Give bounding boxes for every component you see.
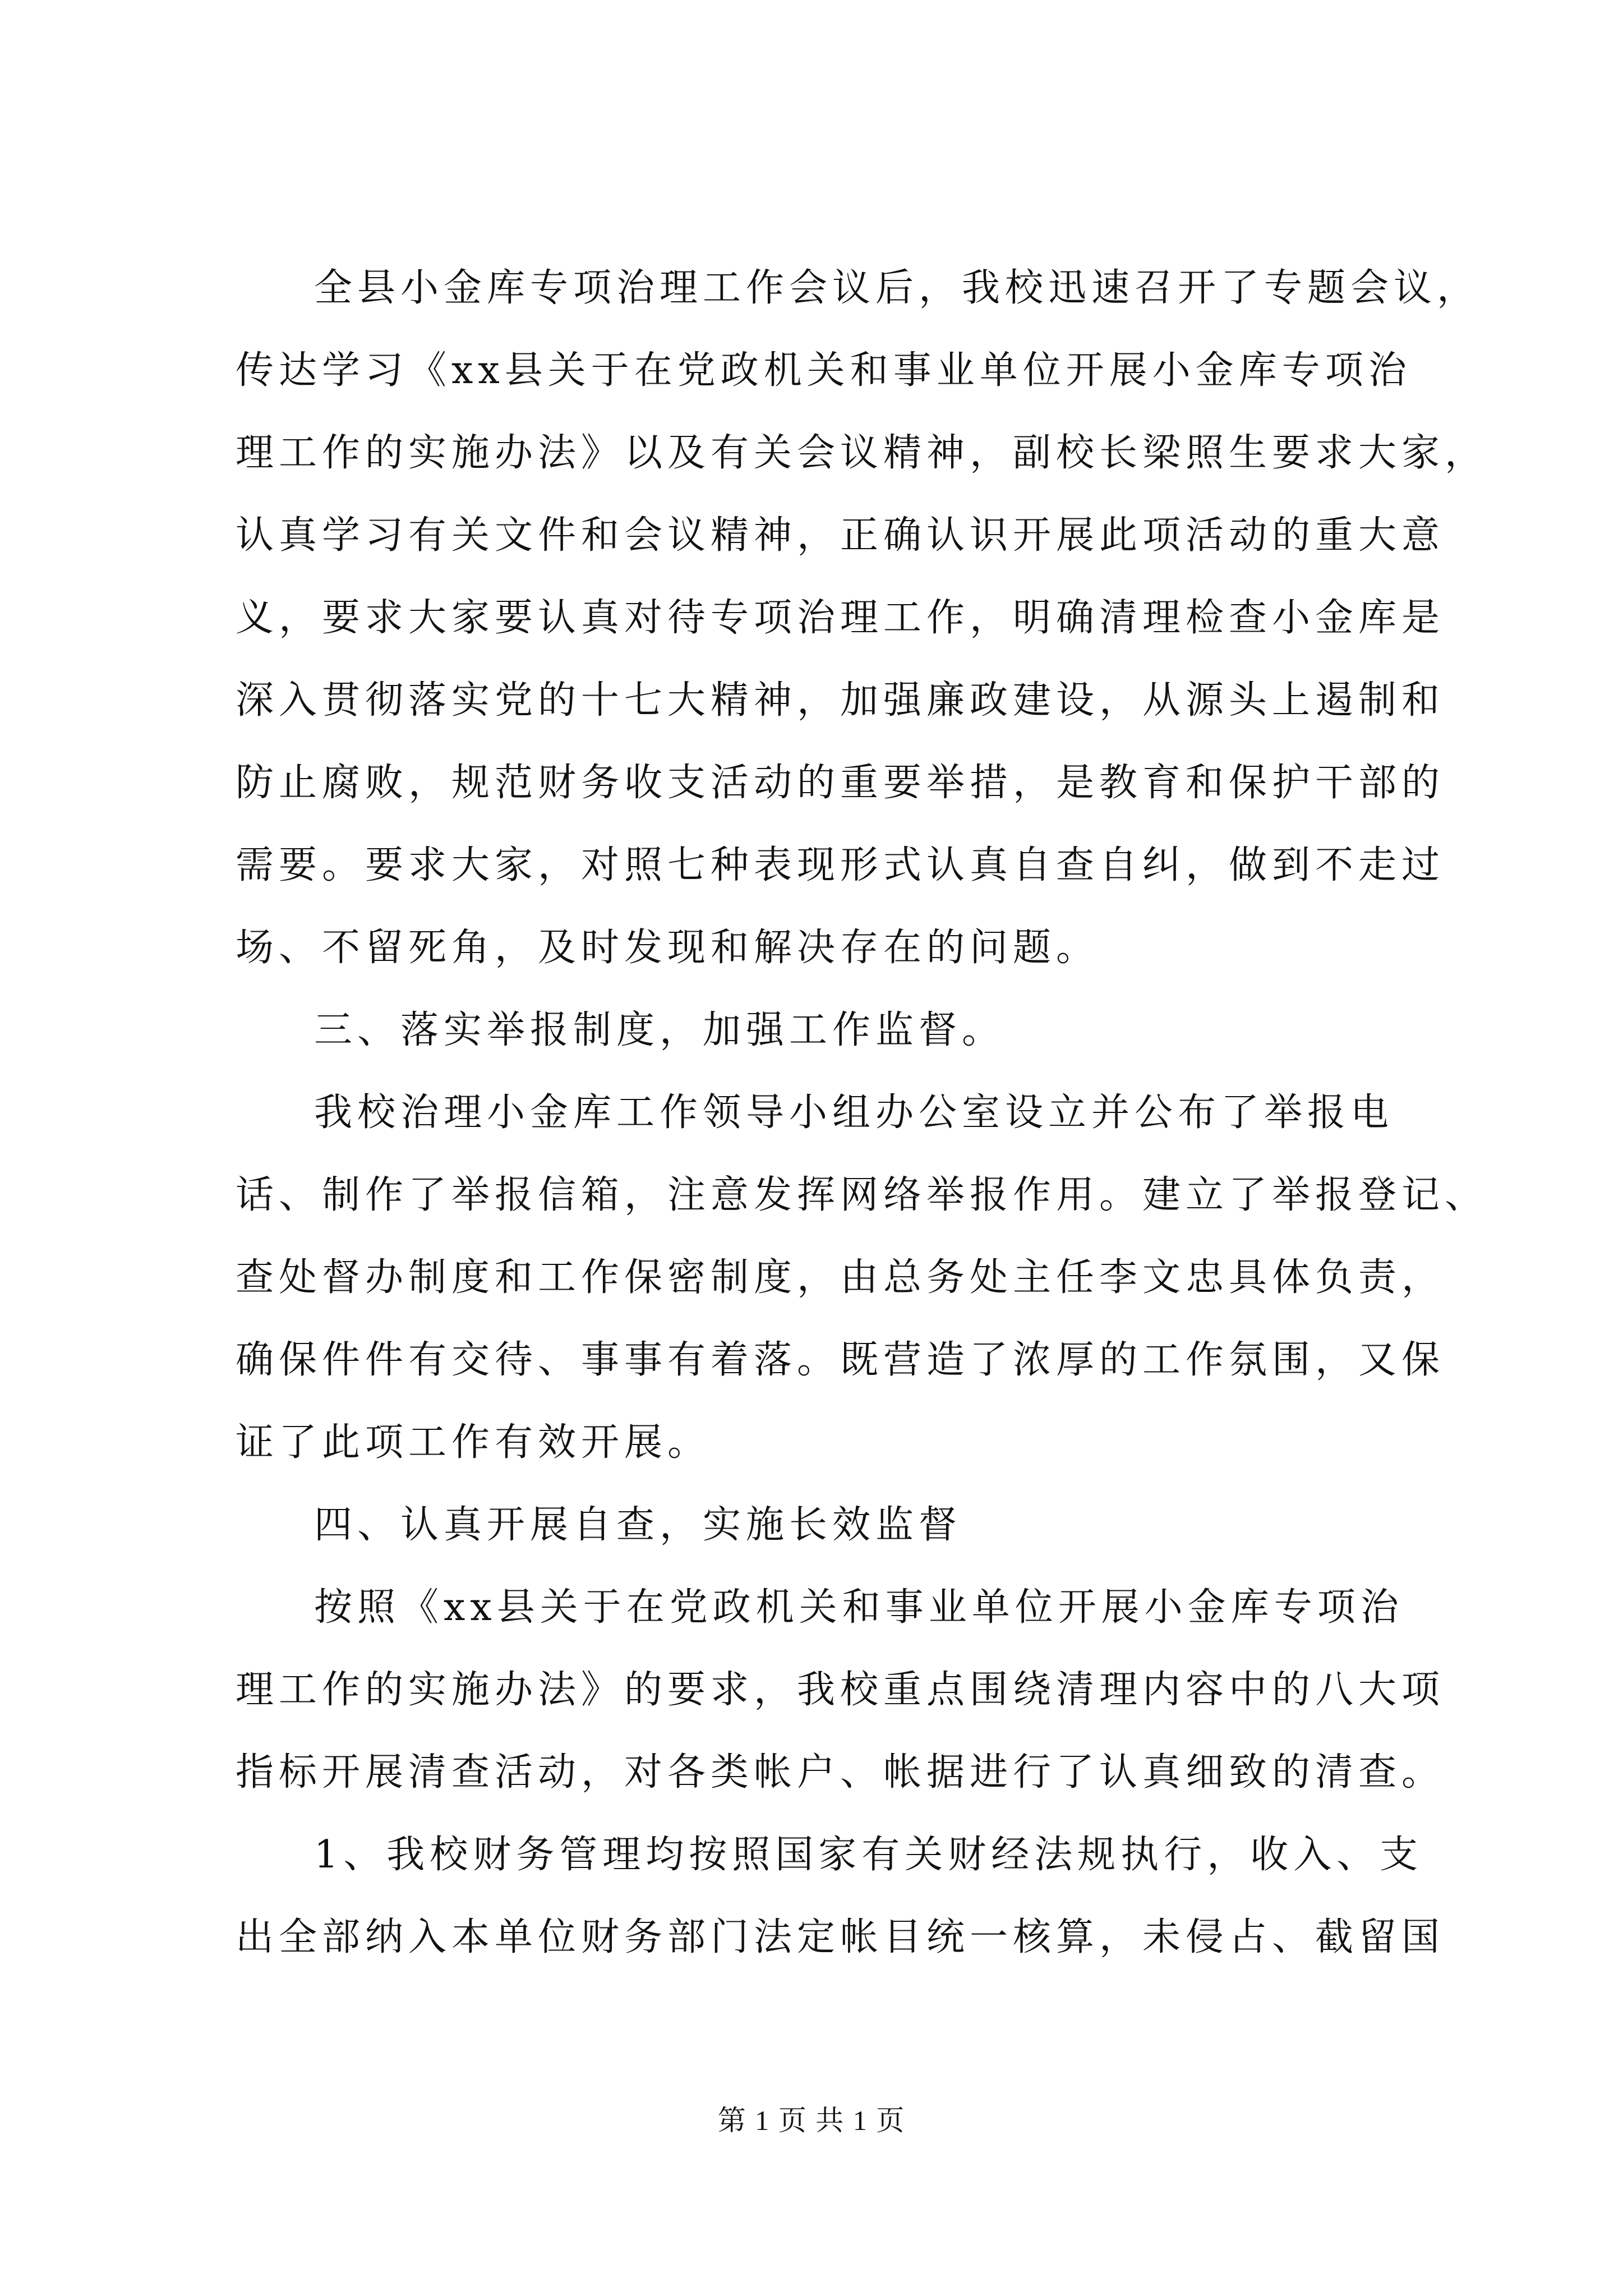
text-line: 需要。要求大家，对照七种表现形式认真自查自纠，做到不走过 <box>236 843 1445 887</box>
text-line: 传达学习《xx县关于在党政机关和事业单位开展小金库专项治 <box>236 348 1412 393</box>
section-heading: 四、认真开展自查，实施长效监督 <box>314 1503 962 1547</box>
text-line: 我校治理小金库工作领导小组办公室设立并公布了举报电 <box>314 1091 1394 1135</box>
text-line: 理工作的实施办法》的要求，我校重点围绕清理内容中的八大项 <box>236 1668 1445 1712</box>
text-line: 1、我校财务管理均按照国家有关财经法规执行，收入、支 <box>314 1833 1423 1877</box>
text-line: 防止腐败，规范财务收支活动的重要举措，是教育和保护干部的 <box>236 761 1445 805</box>
text-line: 深入贯彻落实党的十七大精神，加强廉政建设，从源头上遏制和 <box>236 678 1445 723</box>
text-line: 证了此项工作有效开展。 <box>236 1420 711 1465</box>
text-line: 全县小金库专项治理工作会议后，我校迅速召开了专题会议， <box>314 266 1481 310</box>
text-line: 场、不留死角，及时发现和解决存在的问题。 <box>236 926 1100 970</box>
text-line: 确保件件有交待、事事有着落。既营造了浓厚的工作氛围，又保 <box>236 1338 1445 1382</box>
text-line: 话、制作了举报信箱，注意发挥网络举报作用。建立了举报登记、 <box>236 1173 1488 1217</box>
text-line: 认真学习有关文件和会议精神，正确认识开展此项活动的重大意 <box>236 513 1445 558</box>
page-number-footer: 第 1 页 共 1 页 <box>717 2105 906 2136</box>
text-line: 按照《xx县关于在党政机关和事业单位开展小金库专项治 <box>314 1585 1404 1630</box>
text-line: 指标开展清查活动，对各类帐户、帐据进行了认真细致的清查。 <box>236 1750 1445 1795</box>
text-line: 查处督办制度和工作保密制度，由总务处主任李文忠具体负责， <box>236 1255 1445 1300</box>
section-heading: 三、落实举报制度，加强工作监督。 <box>314 1008 1006 1052</box>
document-body <box>236 247 1488 1978</box>
text-line: 出全部纳入本单位财务部门法定帐目统一核算，未侵占、截留国 <box>236 1915 1445 1959</box>
text-line: 理工作的实施办法》以及有关会议精神，副校长梁照生要求大家， <box>236 431 1488 475</box>
text-line: 义，要求大家要认真对待专项治理工作，明确清理检查小金库是 <box>236 596 1445 640</box>
